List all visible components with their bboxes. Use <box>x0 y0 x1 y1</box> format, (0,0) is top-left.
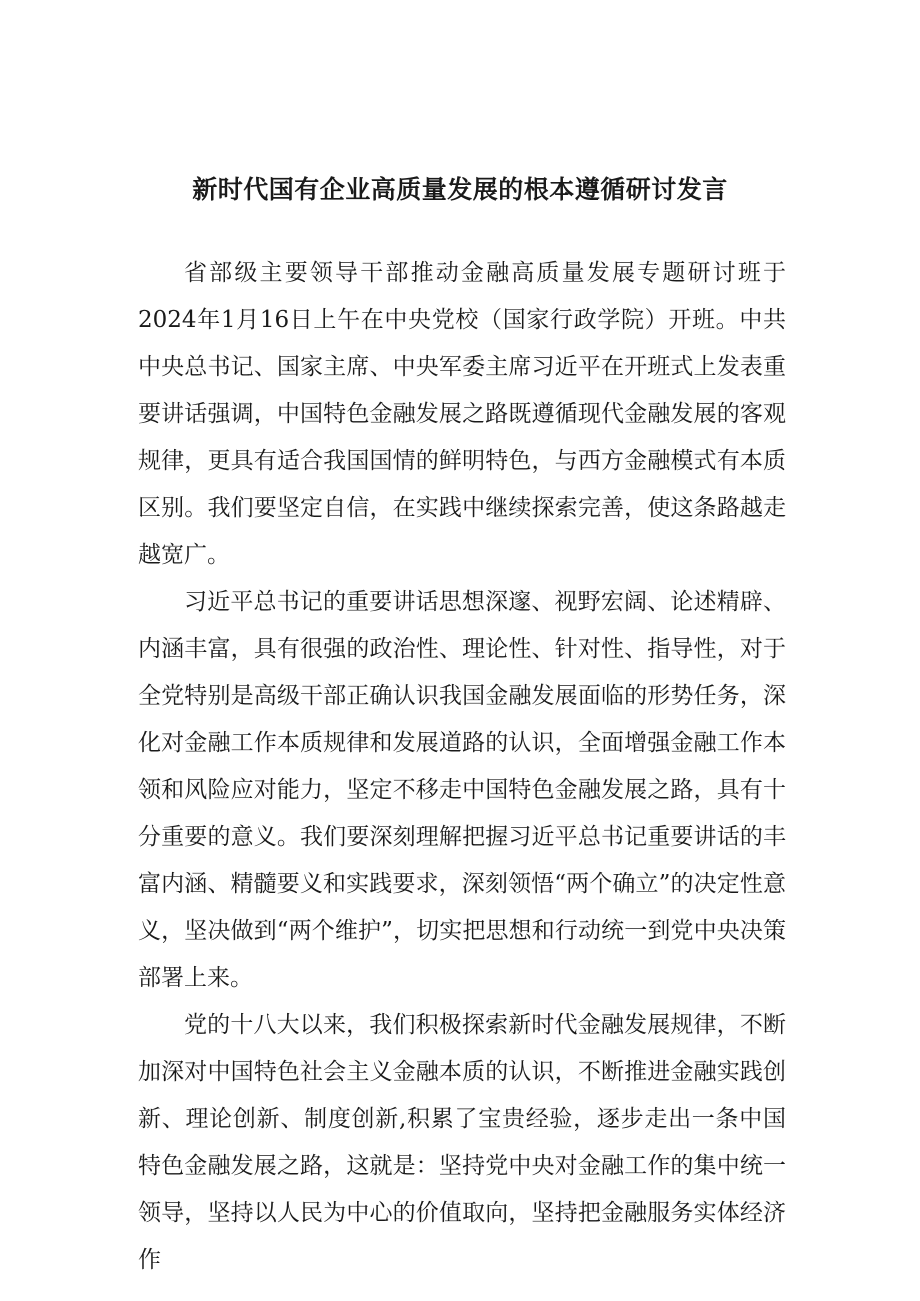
document-title: 新时代国有企业高质量发展的根本遵循研讨发言 <box>192 175 728 204</box>
paragraph-1: 省部级主要领导干部推动金融高质量发展专题研讨班于2024年1月16日上午在中央党校（国家行政学院）开班。中共中央总书记、国家主席、中央军委主席习近平在开班式上发表重要讲话强调，中国特色金融发展之路既遵循现代金融发展的客观规律，更具有适合我国国情的鲜明特色，与西方金融模式有本质区别。我们要坚定自信，在实践中继续探索完善，使这条路越走越宽广。 <box>138 260 786 568</box>
paragraph-2: 习近平总书记的重要讲话思想深邃、视野宏阔、论述精辟、内涵丰富，具有很强的政治性、理论性、针对性、指导性，对于全党特别是高级干部正确认识我国金融发展面临的形势任务，深化对金融工作本质规律和发展道路的认识，全面增强金融工作本领和风险应对能力，坚定不移走中国特色金融发展之路，具有十分重要的意义。我们要深刻理解把握习近平总书记重要讲话的丰富内涵、精髓要义和实践要求，深刻领悟“两个确立”的决定性意义，坚决做到“两个维护”，切实把思想和行动统一到党中央决策部署上来。 <box>138 589 786 991</box>
paragraph-3: 党的十八大以来，我们积极探索新时代金融发展规律，不断加深对中国特色社会主义金融本质的认识，不断推进金融实践创新、理论创新、制度创新,积累了宝贵经验，逐步走出一条中国特色金融发展之路，这就是：坚持党中央对金融工作的集中统一领导，坚持以人民为中心的价值取向，坚持把金融服务实体经济作 <box>138 1012 786 1273</box>
document-body <box>138 250 786 1284</box>
